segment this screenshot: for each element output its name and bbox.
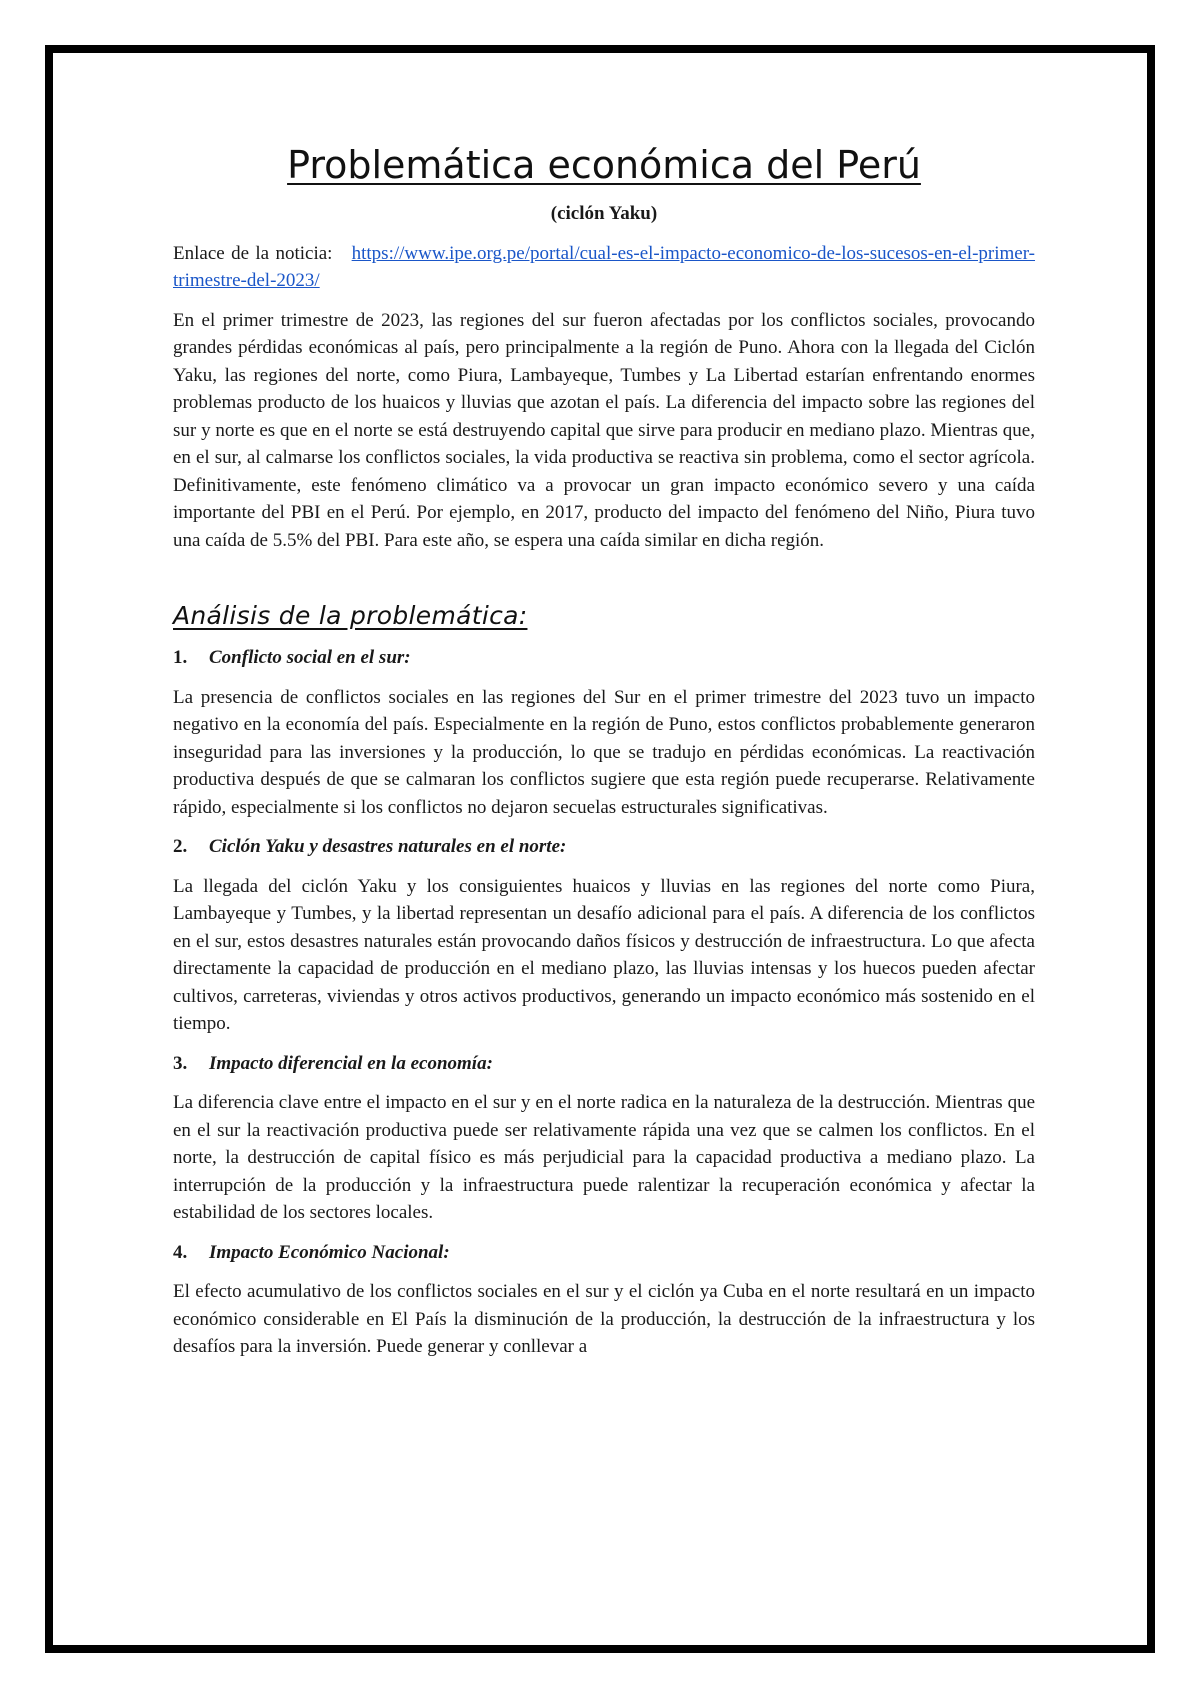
section-title: Impacto diferencial en la economía: xyxy=(209,1052,493,1074)
section-heading xyxy=(173,1239,1035,1267)
analysis-section-1 xyxy=(173,644,1035,821)
news-link-paragraph xyxy=(173,240,1035,295)
analysis-section-4 xyxy=(173,1239,1035,1361)
section-paragraph: La presencia de conflictos sociales en las regiones del Sur en el primer trimestre del 2023 tuvo un impacto negativo en la economía del país. Especialmente en la región de Puno, estos conflictos probablemente generaron inseguridad para las inversiones y la producción, lo que se tradujo en pérdidas económicas. La reactivación productiva después de que se calmaran los conflictos sugiere que esta región puede recuperarse. Relativamente rápido, especialmente si los conflictos no dejaron secuelas estructurales significativas. xyxy=(173,686,1035,818)
section-paragraph: La llegada del ciclón Yaku y los consiguientes huaicos y lluvias en las regiones del norte como Piura, Lambayeque y Tumbes, y la libertad representan un desafío adicional para el país. A diferencia de los conflictos en el sur, estos desastres naturales están provocando daños físicos y destrucción de infraestructura. Lo que afecta directamente la capacidad de producción en el mediano plazo, las lluvias intensas y los huecos pueden afectar cultivos, carreteras, viviendas y otros activos productivos, generando un impacto económico más sostenido en el tiempo. xyxy=(173,875,1035,1034)
section-heading xyxy=(173,1050,1035,1078)
section-heading xyxy=(173,644,1035,672)
section-heading xyxy=(173,833,1035,861)
intro-paragraph: En el primer trimestre de 2023, las regiones del sur fueron afectadas por los conflictos sociales, provocando grandes pérdidas económicas al país, pero principalmente a la región de Puno. Ahora con la llegada del Ciclón Yaku, las regiones del norte, como Piura, Lambayeque, Tumbes y La Libertad estarían enfrentando enormes problemas producto de los huaicos y lluvias que azotan el país. La diferencia del impacto sobre las regiones del sur y norte es que en el norte se está destruyendo capital que sirve para producir en mediano plazo. Mientras que, en el sur, al calmarse los conflictos sociales, la vida productiva se reactiva sin problema, como el sector agrícola. Definitivamente, este fenómeno climático va a provocar un gran impacto económico severo y una caída importante del PBI en el Perú. Por ejemplo, en 2017, producto del impacto del fenómeno del Niño, Piura tuvo una caída de 5.5% del PBI. Para este año, se espera una caída similar en dicha región. xyxy=(173,309,1035,551)
section-paragraph: La diferencia clave entre el impacto en el sur y en el norte radica en la naturaleza de la destrucción. Mientras que en el sur la reactivación productiva puede ser relativamente rápida una vez que se calmen los conflictos. En el norte, la destrucción de capital físico es más perjudicial para la capacidad productiva a mediano plazo. La interrupción de la producción y la infraestructura puede ralentizar la recuperación económica y afectar la estabilidad de los sectores locales. xyxy=(173,1092,1035,1223)
news-link[interactable]: https://www.ipe.org.pe/portal/cual-es-el-impacto-economico-de-los-sucesos-en-el-primer-trimestre-del-2023/ xyxy=(173,242,1036,291)
analysis-section-2 xyxy=(173,833,1035,1038)
document-title: Problemática económica del Perú xyxy=(287,143,921,187)
section-paragraph: El efecto acumulativo de los conflictos sociales en el sur y el ciclón ya Cuba en el norte resultará en un impacto económico considerable en El País la disminución de la producción, la destrucción de la infraestructura y los desafíos para la inversión. Puede generar y conllevar a xyxy=(173,1281,1035,1357)
section-number: 3. xyxy=(173,1052,188,1074)
document-subtitle: (ciclón Yaku) xyxy=(550,203,658,224)
news-link-label: Enlace de la noticia: xyxy=(173,242,333,264)
section-number: 4. xyxy=(173,1241,188,1263)
section-number: 2. xyxy=(173,836,188,857)
section-title: Impacto Económico Nacional: xyxy=(209,1241,450,1263)
document-body xyxy=(173,142,1035,1373)
analysis-section-3 xyxy=(173,1050,1035,1227)
section-title: Ciclón Yaku y desastres naturales en el norte: xyxy=(209,836,567,857)
section-title: Conflicto social en el sur: xyxy=(209,647,411,668)
section-number: 1. xyxy=(173,647,188,668)
analysis-heading: Análisis de la problemática: xyxy=(173,601,528,630)
